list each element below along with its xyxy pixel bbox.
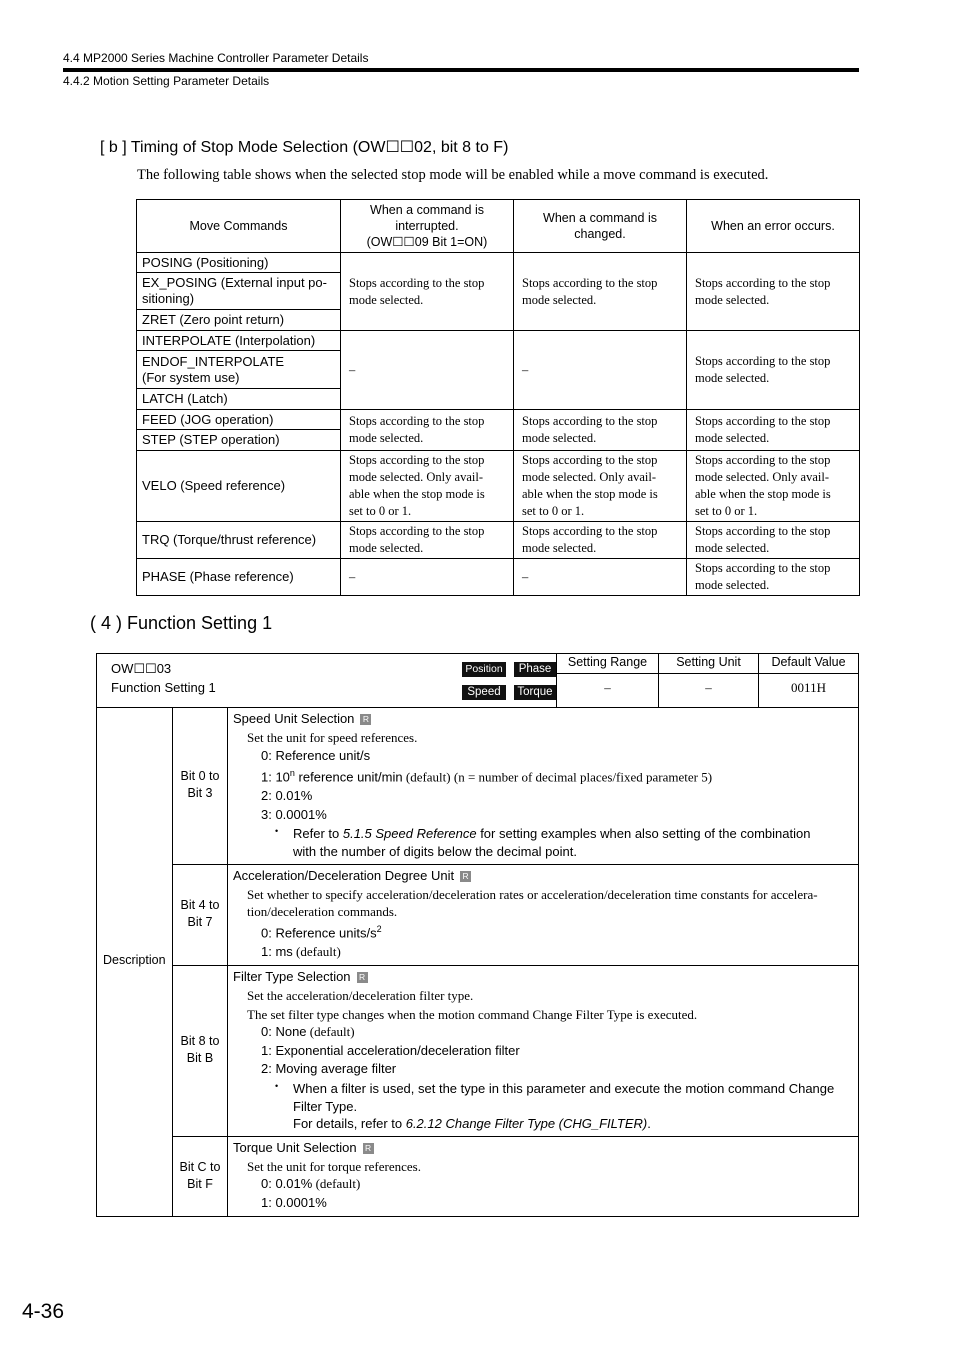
cmd-latch: LATCH (Latch) <box>137 389 341 410</box>
setting-unit-value: – <box>705 680 712 695</box>
posing-group-interrupted: Stops according to the stop mode selected. <box>341 253 514 331</box>
trq-interrupted: Stops according to the stop mode selected. <box>341 522 514 559</box>
header-setting-range: Setting Range <box>567 655 648 669</box>
filter-opt-0: 0: None (default) <box>261 1024 355 1039</box>
velo-changed: Stops according to the stop mode selected. Only avail- able when the stop mode is set to 0 or 1. <box>514 451 687 522</box>
speed-unit-desc: Set the unit for speed references. <box>247 730 418 745</box>
feed-group-interrupted: Stops according to the stop mode selected. <box>341 410 514 451</box>
filter-desc-1: Set the acceleration/deceleration filter type. <box>247 988 474 1003</box>
function-setting-table <box>96 653 859 1217</box>
page-number: 4-36 <box>22 1300 65 1323</box>
torque-unit-title: Torque Unit Selection R <box>233 1140 374 1155</box>
trq-error: Stops according to the stop mode selected. <box>687 522 860 559</box>
header-subsection-title: 4.4.2 Motion Setting Parameter Details <box>63 74 270 88</box>
bits-c-f-label: Bit C to Bit F <box>179 1160 221 1191</box>
bullet-icon: • <box>275 1081 279 1091</box>
register-name: OW☐☐03 <box>111 661 172 676</box>
torque-opt-0: 0: 0.01% (default) <box>261 1176 361 1191</box>
r-icon: R <box>360 714 371 725</box>
interp-group-error: Stops according to the stop mode selected. <box>687 331 860 410</box>
interp-group-interrupted: – <box>341 331 514 410</box>
velo-error: Stops according to the stop mode selected. Only avail- able when the stop mode is set to 0 or 1. <box>687 451 860 522</box>
table-row <box>137 559 860 596</box>
table-row <box>137 451 860 522</box>
bits-8-b-label: Bit 8 to Bit B <box>180 1034 220 1065</box>
feed-group-changed: Stops according to the stop mode selected. <box>514 410 687 451</box>
header-error: When an error occurs. <box>687 200 860 253</box>
filter-type-title: Filter Type Selection R <box>233 969 368 984</box>
posing-group-error: Stops according to the stop mode selected. <box>687 253 860 331</box>
default-value: 0011H <box>791 680 826 695</box>
section-4-title: ( 4 ) Function Setting 1 <box>90 613 273 633</box>
setting-range-value: – <box>604 680 611 695</box>
phase-interrupted: – <box>341 559 514 596</box>
cmd-phase: PHASE (Phase reference) <box>137 559 341 596</box>
table-row <box>137 522 860 559</box>
speed-note: Refer to 5.1.5 Speed Reference for setting examples when also setting of the combination with the number of digits below the decimal point. <box>293 826 811 859</box>
torque-opt-1: 1: 0.0001% <box>261 1195 327 1210</box>
bits-0-3-label: Bit 0 to Bit 3 <box>180 769 220 800</box>
header-move-commands: Move Commands <box>137 200 341 253</box>
header-interrupted: When a command is interrupted. (OW☐☐09 Bit 1=ON) <box>341 200 514 253</box>
r-icon: R <box>363 1143 374 1154</box>
filter-opt-1: 1: Exponential acceleration/deceleration filter <box>261 1043 520 1058</box>
bits-4-7-label: Bit 4 to Bit 7 <box>180 898 220 929</box>
section-b-title: [ b ] Timing of Stop Mode Selection (OW☐☐02, bit 8 to F) <box>100 139 509 156</box>
interp-group-changed: – <box>514 331 687 410</box>
posing-group-changed: Stops according to the stop mode selected. <box>514 253 687 331</box>
cmd-interpolate: INTERPOLATE (Interpolation) <box>137 331 341 351</box>
speed-unit-selection-title: Speed Unit Selection R <box>233 711 371 726</box>
phase-error: Stops according to the stop mode selected. <box>687 559 860 596</box>
header-setting-unit: Setting Unit <box>676 655 741 669</box>
cmd-velo: VELO (Speed reference) <box>137 451 341 522</box>
accel-opt-1: 1: ms (default) <box>261 944 341 959</box>
filter-note: When a filter is used, set the type in this parameter and execute the motion command Change Filter Type. For details, refer to 6.2.12 Change Filter Type (CHG_FILTER). <box>293 1081 835 1131</box>
r-icon: R <box>460 871 471 882</box>
speed-opt-1: 1: 10$^n$ reference unit/min (default) (n = number of decimal places/fixed parameter 5) <box>261 768 713 785</box>
cmd-ex-posing: EX_POSING (External input po- sitioning) <box>137 273 341 310</box>
bullet-icon: • <box>275 826 279 836</box>
filter-desc-2: The set filter type changes when the motion command Change Filter Type is executed. <box>247 1007 698 1022</box>
cmd-feed: FEED (JOG operation) <box>137 410 341 430</box>
accel-unit-desc: Set whether to specify acceleration/deceleration rates or acceleration/deceleration time constants for accelera- tion/deceleration commands. <box>247 887 818 919</box>
cmd-step: STEP (STEP operation) <box>137 430 341 451</box>
trq-changed: Stops according to the stop mode selected. <box>514 522 687 559</box>
accel-unit-title: Acceleration/Deceleration Degree Unit R <box>233 868 471 883</box>
description-label: Description <box>103 953 166 967</box>
badge-position: Position <box>462 662 506 677</box>
filter-opt-2: 2: Moving average filter <box>261 1061 397 1076</box>
cmd-posing: POSING (Positioning) <box>137 253 341 273</box>
stop-mode-table <box>136 199 860 596</box>
feed-group-error: Stops according to the stop mode selected. <box>687 410 860 451</box>
header-default-value: Default Value <box>771 655 846 669</box>
speed-opt-2: 2: 0.01% <box>261 788 313 803</box>
velo-interrupted: Stops according to the stop mode selected. Only avail- able when the stop mode is set to 0 or 1. <box>341 451 514 522</box>
r-icon: R <box>357 972 368 983</box>
badge-speed: Speed <box>462 685 506 700</box>
table-row <box>137 410 860 430</box>
accel-opt-0: 0: Reference units/$s^2$ <box>261 924 382 941</box>
header-rule <box>63 68 859 72</box>
table-header-row <box>137 200 860 253</box>
speed-opt-3: 3: 0.0001% <box>261 807 327 822</box>
cmd-zret: ZRET (Zero point return) <box>137 310 341 331</box>
phase-changed: – <box>514 559 687 596</box>
badge-torque: Torque <box>514 685 556 700</box>
cmd-endof-interpolate: ENDOF_INTERPOLATE (For system use) <box>137 351 341 389</box>
header-section-title: 4.4 MP2000 Series Machine Controller Parameter Details <box>63 51 369 65</box>
header-changed: When a command is changed. <box>514 200 687 253</box>
speed-opt-0: 0: Reference unit/s <box>261 748 371 763</box>
table-row <box>137 331 860 351</box>
torque-unit-desc: Set the unit for torque references. <box>247 1159 421 1174</box>
table-row <box>137 253 860 273</box>
badge-phase: Phase <box>514 662 556 677</box>
section-b-intro: The following table shows when the selected stop mode will be enabled while a move command is executed. <box>137 167 769 183</box>
cmd-trq: TRQ (Torque/thrust reference) <box>137 522 341 559</box>
parameter-name: Function Setting 1 <box>111 680 216 695</box>
